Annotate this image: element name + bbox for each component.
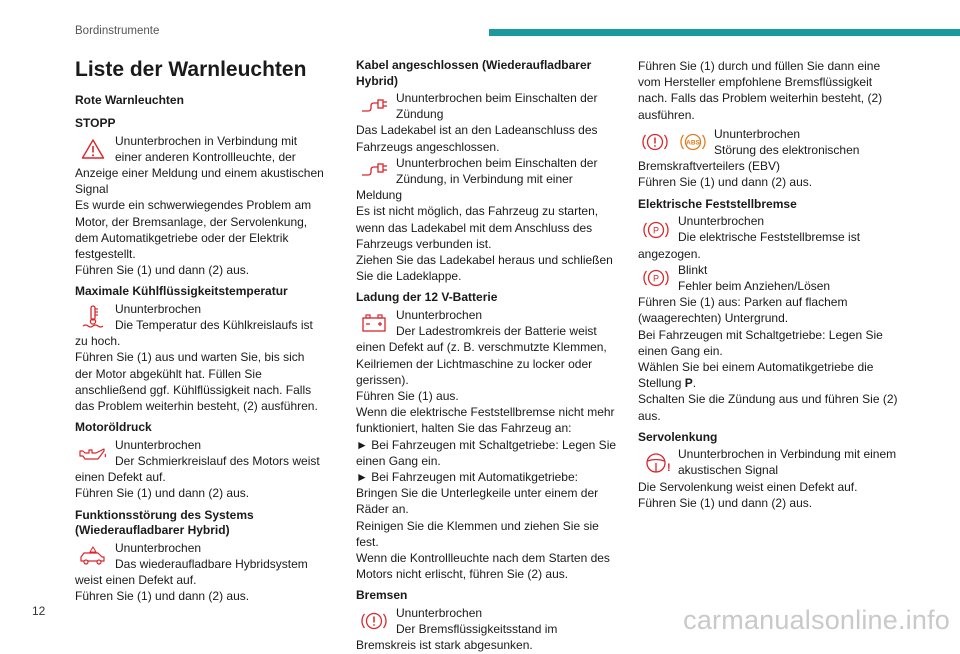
charging-cable-icon [356, 156, 392, 187]
entry-body: Führen Sie (1) durch und füllen Sie dann eine vom Hersteller empfohlene Bremsflüssigkeit nach. Falls das Problem weiterhin besteht, (2) ausführen. [638, 59, 883, 122]
entry-body: Wenn die Kontrollleuchte nach dem Starten des Motors nicht erlischt, führen Sie (2) aus. [356, 550, 610, 582]
entry-body: Führen Sie (1) und dann (2) aus. [75, 263, 250, 278]
entry-lead [638, 126, 900, 175]
parking-brake-icon [638, 214, 674, 245]
entry-lead-text: Ununterbrochen [115, 437, 202, 452]
coolant-temperature-icon [75, 302, 111, 333]
battery-icon [356, 308, 392, 339]
entry-body: Wählen Sie bei einem Automatikgetriebe die Stellung P. [638, 359, 874, 391]
entry-heading: Funktionsstörung des Systems (Wiederaufladbarer Hybrid) [75, 507, 254, 538]
entry-body: Ziehen Sie das Ladekabel heraus und schließen Sie die Ladeklappe. [356, 253, 613, 284]
entry-oil-pressure [75, 420, 325, 501]
entry-heading: Motoröldruck [75, 420, 152, 435]
entry-lead-text: Fehler beim Anziehen/Lösen [678, 278, 831, 293]
entry-body: Führen Sie (1) und dann (2) aus. [75, 486, 250, 501]
entry-lead-text: Ununterbrochen [396, 307, 483, 322]
entry-lead-text: Ununterbrochen [714, 126, 801, 141]
entry-body: Es ist nicht möglich, das Fahrzeug zu starten, wenn das Ladekabel mit dem Anschluss des Fahrzeugs verbunden ist. [356, 204, 599, 251]
entry-heading: Elektrische Feststellbremse [638, 196, 797, 211]
entry-battery [356, 290, 620, 582]
abs-icon-label: ABS [686, 139, 700, 147]
entry-body-text: Wählen Sie bei einem Automatikgetriebe die Stellung [638, 359, 874, 391]
column-3 [638, 58, 900, 511]
entry-lead-text: Die elektrische Feststellbremse ist angezogen. [638, 230, 861, 261]
entry-lead [356, 90, 620, 122]
entry-lead-text: Ununterbrochen beim Einschalten der Zündung, in Verbindung mit einer Meldung [356, 155, 598, 203]
header-accent-bar [489, 29, 960, 36]
svg-text:!: ! [667, 461, 671, 474]
entry-body: Führen Sie (1) aus. [356, 388, 459, 403]
entry-lead-text: Die Temperatur des Kühlkreislaufs ist zu hoch. [75, 318, 313, 349]
entry-body: Es wurde ein schwerwiegendes Problem am Motor, der Bremsanlage, der Servolenkung, dem Automatikgetriebe oder der Elektrik festgestellt. [75, 198, 312, 261]
parking-icon-label: P [652, 225, 660, 236]
entry-heading: Ladung der 12 V-Batterie [356, 290, 498, 305]
entry-lead [75, 301, 325, 350]
entry-body: Führen Sie (1) und dann (2) aus. [638, 175, 813, 190]
entry-lead [75, 133, 325, 198]
entry-lead-text: Ununterbrochen [115, 301, 202, 316]
page-number: 12 [32, 604, 46, 618]
power-steering-icon [638, 447, 674, 478]
entry-heading: Servolenkung [638, 429, 718, 444]
entry-power-steering [638, 430, 900, 511]
entry-lead-text: Ununterbrochen in Verbindung mit einem akustischen Signal [678, 447, 897, 478]
entry-body: Schalten Sie die Zündung aus und führen Sie (2) aus. [638, 392, 898, 423]
entry-lead-text: Ununterbrochen beim Einschalten der Zündung [396, 91, 598, 122]
column-1 [75, 58, 325, 604]
brake-warning-icon [356, 606, 392, 637]
brake-warning-icon [638, 127, 672, 158]
entry-lead [638, 446, 900, 478]
gear-position-p: P [684, 376, 693, 391]
entry-body: Führen Sie (1) aus und warten Sie, bis sich der Motor abgekühlt hat. Füllen Sie anschließend ggf. Kühlflüssigkeit nach. Falls das Problem weiterhin besteht, (2) ausführen. [75, 350, 318, 414]
entry-lead [75, 540, 325, 589]
entry-heading: Maximale Kühlflüssigkeitstemperatur [75, 284, 288, 299]
entry-lead [638, 213, 900, 262]
entry-body: Das Ladekabel ist an den Ladeanschluss des Fahrzeugs angeschlossen. [356, 123, 598, 154]
entry-brakes [356, 588, 620, 653]
entry-lead-text: Störung des elektronischen Bremskraftverteilers (EBV) [638, 143, 860, 174]
entry-lead-text: Der Schmierkreislauf des Motors weist einen Defekt auf. [75, 453, 320, 485]
entry-lead-text: Ununterbrochen in Verbindung mit einer anderen Kontrollleuchte, der Anzeige einer Meldung und einem akustischen Signal [75, 133, 324, 197]
entry-lead-text: Ununterbrochen [678, 214, 765, 229]
column-2 [356, 58, 620, 654]
hybrid-system-fault-icon [75, 541, 111, 572]
watermark: carmanualsonline.info [683, 605, 950, 635]
abs-icon [676, 127, 710, 158]
entry-lead [356, 155, 620, 204]
oil-pressure-icon [75, 438, 111, 469]
section-subtitle: Rote Warnleuchten [75, 93, 184, 107]
entry-body: Wenn die elektrische Feststellbremse nicht mehr funktioniert, halten Sie das Fahrzeug an: [356, 405, 615, 436]
entry-body: ► Bei Fahrzeugen mit Schaltgetriebe: Legen Sie einen Gang ein. [356, 437, 617, 468]
entry-body: Führen Sie (1) aus: Parken auf flachem (waagerechten) Untergrund. [638, 295, 848, 326]
entry-lead-text: Das wiederaufladbare Hybridsystem weist einen Defekt auf. [75, 556, 308, 587]
parking-brake-icon [638, 263, 674, 294]
entry-charging-cable [356, 58, 620, 284]
entry-lead-text: Ununterbrochen [115, 540, 202, 555]
running-head: Bordinstrumente [75, 25, 160, 37]
parking-icon-label: P [652, 273, 660, 284]
entry-body: Reinigen Sie die Klemmen und ziehen Sie sie fest. [356, 518, 599, 549]
charging-cable-icon [356, 91, 392, 122]
entry-body: Bei Fahrzeugen mit Schaltgetriebe: Legen Sie einen Gang ein. [638, 327, 883, 358]
entry-lead [638, 262, 900, 294]
entry-hybrid-fault [75, 508, 325, 605]
entry-stopp [75, 116, 325, 278]
entry-lead-text: Der Ladestromkreis der Batterie weist einen Defekt auf (z. B. verschmutzte Klemmen, Keilriemen der Lichtmaschine zu locker oder gerissen). [356, 324, 607, 387]
entry-lead [356, 307, 620, 388]
entry-body: Führen Sie (1) und dann (2) aus. [75, 589, 250, 604]
entry-lead-text: Ununterbrochen [396, 605, 483, 620]
entry-coolant [75, 284, 325, 414]
entry-parking-brake [638, 197, 900, 424]
entry-lead-text: Der Bremsflüssigkeitsstand im Bremskreis ist stark abgesunken. [356, 622, 558, 653]
entry-lead [356, 605, 620, 654]
entry-lead-text: Blinkt [678, 262, 708, 277]
page-title: Liste der Warnleuchten [75, 58, 307, 81]
entry-heading: Bremsen [356, 588, 408, 603]
warning-triangle-icon [75, 134, 111, 165]
entry-body: Führen Sie (1) und dann (2) aus. [638, 495, 813, 510]
entry-lead [75, 437, 325, 486]
entry-body: ► Bei Fahrzeugen mit Automatikgetriebe: Bringen Sie die Unterlegkeile unter einem der Räder an. [356, 469, 599, 517]
entry-body: Die Servolenkung weist einen Defekt auf. [638, 479, 858, 494]
entry-heading: Kabel angeschlossen (Wiederaufladbarer Hybrid) [356, 58, 592, 88]
entry-heading: STOPP [75, 116, 116, 130]
